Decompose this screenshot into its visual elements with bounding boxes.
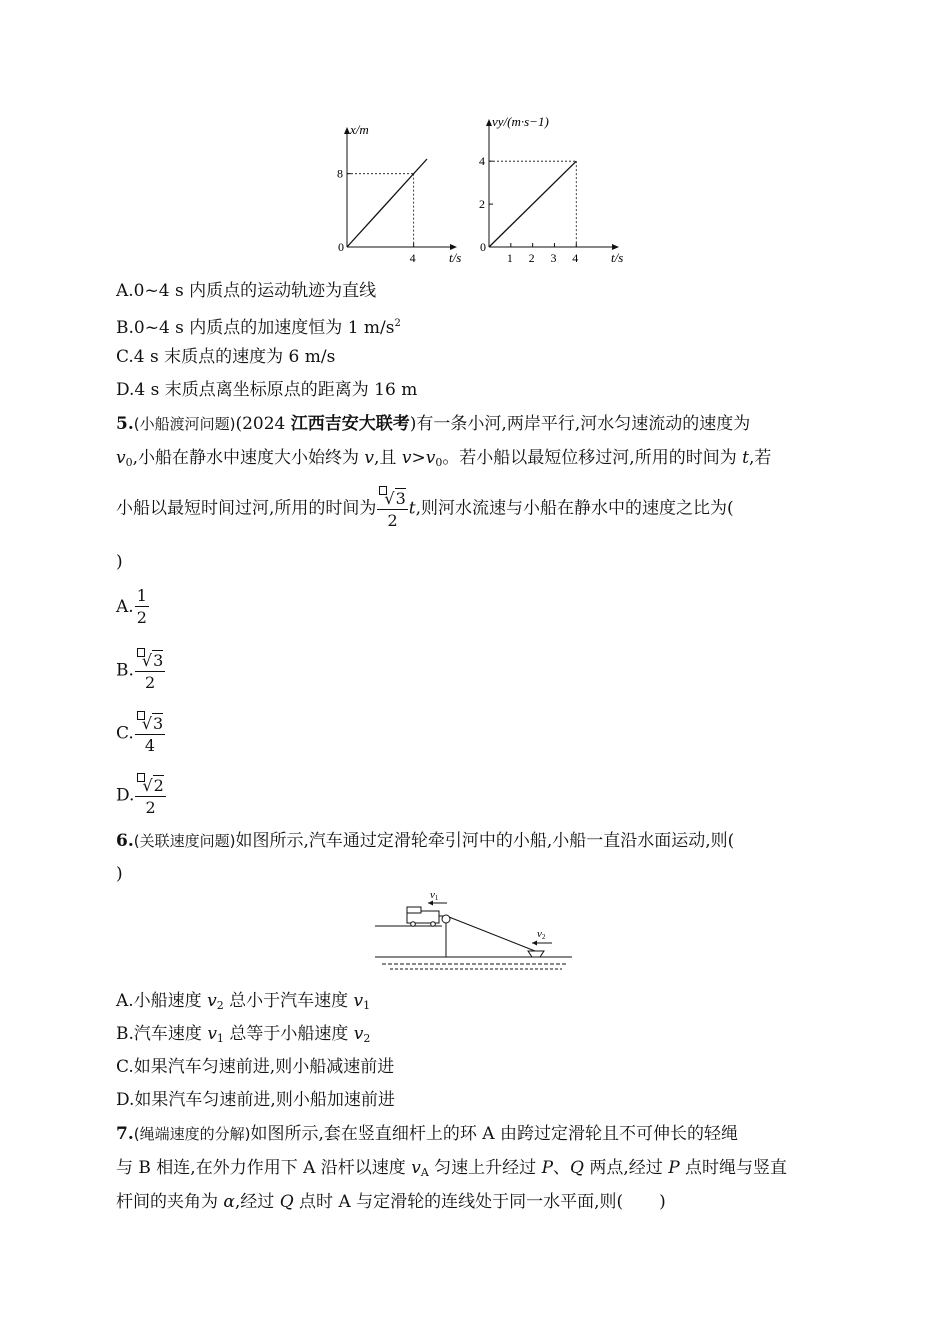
car-pulley-boat-figure	[372, 885, 582, 975]
q6-option-b-text: B.汽车速度	[116, 1024, 208, 1044]
q4-option-d: D.4 s 末质点离坐标原点的距离为 16 m	[116, 380, 418, 400]
q6-option-a-sub2: 1	[363, 999, 371, 1012]
fig-v2-sub: 2	[541, 933, 546, 941]
q5-option-c: C. $\frac{√3}{4}$	[116, 711, 166, 757]
q5-stem-2a: ,小船在静水中速度大小始终为	[132, 448, 365, 468]
fig-v1-label: v	[430, 889, 435, 901]
q5-line-3	[116, 486, 734, 532]
q5-stem-1: 有一条小河,两岸平行,河水匀速流动的速度为	[416, 414, 751, 434]
q7-point-q: Q	[570, 1158, 584, 1178]
q6-option-b-v: v	[207, 1024, 217, 1044]
q5-stem-2c: 。若小船以最短位移过河,所用的时间为	[442, 448, 743, 468]
svg-text:v2	[537, 928, 546, 941]
boat-icon	[528, 951, 544, 957]
q5-option-b-den: 2	[145, 673, 156, 692]
x-axis-label: t/s	[449, 250, 462, 265]
x-t-graph	[337, 122, 461, 265]
q5-option-a-num: 1	[136, 586, 147, 605]
data-line	[347, 159, 427, 247]
q5-option-a	[116, 585, 150, 629]
q5-source-open: (2024	[235, 414, 291, 434]
q4-option-b	[116, 312, 401, 340]
q7-number: 7.	[116, 1124, 134, 1144]
q7-vA-sub: A	[420, 1166, 429, 1179]
origin-label: 0	[338, 240, 344, 254]
q5-source-close: )	[409, 414, 417, 434]
q4-option-b-exponent: 2	[394, 318, 401, 329]
q5-stem-2d: ,若	[748, 448, 772, 468]
q5-stem-2b: ,且	[374, 448, 402, 468]
x-tick-label: 1	[506, 251, 513, 265]
q5-source: 江西吉安大联考	[290, 414, 410, 434]
q6-option-a-v: v	[207, 991, 217, 1011]
data-line	[489, 161, 576, 247]
q5-option-d: D. $\frac{√2}{2}$	[116, 773, 167, 819]
q7-stem-2a: 与 B 相连,在外力作用下 A 沿杆以速度	[116, 1158, 412, 1178]
q6-option-a-mid: 总小于汽车速度	[223, 991, 354, 1011]
q5-time-fraction: $\frac{√3}{2}$	[377, 486, 407, 532]
q6-option-b-v2: v	[353, 1024, 364, 1044]
y-axis-label: x/m	[350, 122, 369, 137]
q5-line-4: )	[116, 552, 123, 572]
q4-option-c: C.4 s 末质点的速度为 6 m/s	[116, 347, 336, 367]
q6-line-2: )	[116, 864, 123, 884]
q7-stem-2b: 匀速上升经过	[428, 1158, 542, 1178]
q6-option-b-sub: 1	[216, 1032, 224, 1045]
q5-frac-den: 2	[387, 511, 398, 530]
x-tick-label: 2	[528, 251, 535, 265]
motion-graphs	[0, 0, 950, 280]
q7-point-p-2: P	[668, 1158, 680, 1178]
q5-option-b: B. $\frac{√3}{2}$	[116, 648, 166, 694]
q5-option-b-label: B.	[116, 660, 134, 681]
q7-line-1	[116, 1122, 738, 1146]
q6-line-1	[116, 829, 734, 853]
q7-line-2	[116, 1156, 787, 1185]
q7-line-3	[116, 1190, 666, 1214]
q5-v: v	[364, 448, 375, 468]
q5-option-d-num: 2	[153, 776, 164, 795]
q5-v-2: v	[401, 448, 412, 468]
q5-option-a-den: 2	[136, 608, 147, 627]
q5-v0-sub: 0	[125, 456, 133, 469]
q5-option-c-num: 3	[153, 714, 164, 733]
fig-v1-sub: 1	[434, 894, 439, 902]
q5-number: 5.	[116, 414, 134, 434]
y-tick-label: 8	[337, 166, 343, 181]
q6-option-b-sub2: 2	[363, 1032, 371, 1045]
q6-number: 6.	[116, 831, 134, 851]
q6-option-a-text: A.小船速度	[116, 991, 208, 1011]
q5-stem-3b: ,则河水流速与小船在静水中的速度之比为(	[415, 498, 734, 519]
q5-line-1	[116, 412, 750, 436]
origin-label: 0	[480, 240, 486, 254]
q5-stem-3a: 小船以最短时间过河,所用的时间为	[116, 498, 377, 519]
q5-option-c-den: 4	[144, 736, 156, 755]
q7-topic-tag: (绳端速度的分解)	[133, 1125, 251, 1143]
q6-topic-tag: (关联速度问题)	[133, 832, 236, 850]
q6-option-a	[116, 989, 370, 1018]
q7-stem-3b: ,经过	[234, 1192, 280, 1212]
q5-v0-2-sub: 0	[435, 456, 443, 469]
q5-line-2	[116, 446, 771, 475]
q6-option-a-sub: 2	[216, 999, 224, 1012]
q5-option-a-label: A.	[116, 597, 134, 617]
x-tick-label: 4	[572, 251, 579, 265]
q5-gt: >	[411, 448, 426, 468]
q6-option-b-mid: 总等于小船速度	[223, 1024, 354, 1044]
q7-stem-2d: 点时绳与竖直	[679, 1158, 788, 1178]
q7-sep: 、	[553, 1158, 571, 1178]
q5-v0-2: v	[425, 448, 436, 468]
q7-stem-3d: )	[659, 1192, 666, 1212]
q7-point-p: P	[541, 1158, 554, 1178]
x-axis-label: t/s	[611, 250, 624, 265]
q7-alpha: α	[223, 1192, 235, 1212]
y-tick-label: 4	[479, 154, 485, 169]
q5-option-b-num: 3	[153, 651, 164, 670]
x-tick-label: 3	[550, 251, 557, 265]
q5-topic-tag: (小船渡河问题)	[133, 415, 236, 433]
q5-v0: v	[116, 448, 126, 468]
q4-option-b-text: B.0~4 s 内质点的加速度恒为 1 m/s	[116, 318, 395, 338]
y-tick-label: 2	[479, 197, 485, 212]
q6-option-a-v2: v	[353, 991, 364, 1011]
q7-stem-2c: 两点,经过	[583, 1158, 669, 1178]
q6-option-c: C.如果汽车匀速前进,则小船减速前进	[116, 1057, 395, 1077]
q7-stem-3a: 杆间的夹角为	[116, 1192, 224, 1212]
q5-option-d-label: D.	[116, 785, 135, 806]
q7-point-q-2: Q	[279, 1192, 294, 1212]
q5-t: t	[742, 448, 749, 468]
q5-t-2: t	[408, 498, 416, 519]
q5-option-d-den: 2	[145, 798, 156, 817]
q6-option-d: D.如果汽车匀速前进,则小船加速前进	[116, 1090, 395, 1110]
x-tick-label: 4	[409, 251, 416, 265]
q7-stem-3c: 点时 A 与定滑轮的连线处于同一水平面,则(	[293, 1192, 624, 1212]
q5-option-c-label: C.	[116, 723, 134, 744]
pulley-icon	[442, 915, 450, 923]
svg-text:v1	[430, 889, 439, 902]
q5-frac-num: 3	[395, 489, 406, 508]
q7-stem-1: 如图所示,套在竖直细杆上的环 A 由跨过定滑轮且不可伸长的轻绳	[250, 1124, 738, 1144]
q4-option-a: A.0~4 s 内质点的运动轨迹为直线	[116, 281, 377, 301]
fig-v2-label: v	[537, 928, 542, 940]
q6-stem-1: 如图所示,汽车通过定滑轮牵引河中的小船,小船一直沿水面运动,则(	[235, 831, 735, 851]
vy-t-graph	[479, 114, 623, 265]
q6-option-b	[116, 1022, 370, 1051]
y-axis-label: vy/(m·s−1)	[492, 114, 549, 129]
q7-vA: v	[411, 1158, 421, 1178]
